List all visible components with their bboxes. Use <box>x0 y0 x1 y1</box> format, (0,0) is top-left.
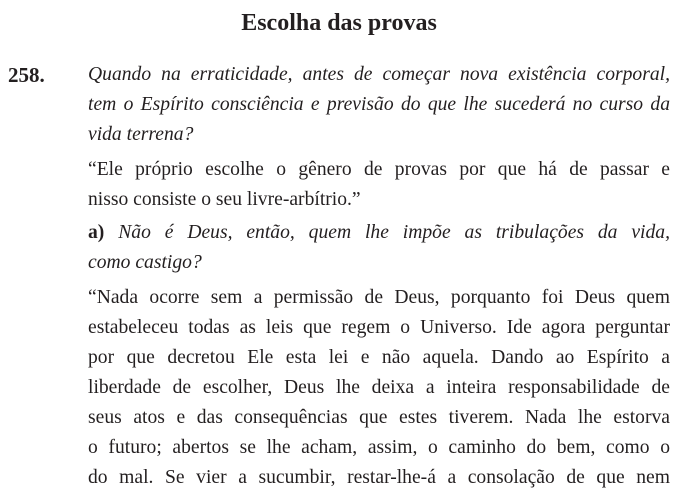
sub-answer-line: por que decretou Ele esta lei e não aquela. Dando ao Espírito a <box>88 347 670 368</box>
section-title: Escolha das provas <box>241 10 437 36</box>
sub-question-line: como castigo? <box>88 252 202 273</box>
answer-text <box>88 155 670 215</box>
question-line: vida terrena? <box>88 124 194 145</box>
question-number: 258. <box>8 63 45 87</box>
sub-question-text: Não é Deus, então, quem lhe impõe as tribulações da vida, <box>104 222 670 243</box>
answer-line: nisso consiste o seu livre-arbítrio.” <box>88 189 361 210</box>
sub-question <box>88 218 670 278</box>
answer-line: “Ele próprio escolhe o gênero de provas por que há de passar e <box>88 159 670 180</box>
sub-answer-line: estabeleceu todas as leis que regem o Universo. Ide agora perguntar <box>88 317 670 338</box>
question-line: tem o Espírito consciência e previsão do que lhe sucederá no curso da <box>88 94 670 115</box>
sub-answer-line: o futuro; abertos se lhe acham, assim, o caminho do bem, como o <box>88 437 670 458</box>
sub-answer-text <box>88 283 670 493</box>
sub-question-line <box>88 218 670 248</box>
sub-answer-line: “Nada ocorre sem a permissão de Deus, porquanto foi Deus quem <box>88 287 670 308</box>
sub-question-label: a) <box>88 222 105 243</box>
sub-answer-line: liberdade de escolher, Deus lhe deixa a inteira responsabilidade de <box>88 377 670 398</box>
sub-answer-line: do mal. Se vier a sucumbir, restar-lhe-á a consolação de que nem <box>88 467 670 488</box>
question-text <box>88 60 670 150</box>
question-line: Quando na erraticidade, antes de começar nova existência corporal, <box>88 64 670 85</box>
sub-answer-line: seus atos e das consequências que estes tiverem. Nada lhe estorva <box>88 407 670 428</box>
